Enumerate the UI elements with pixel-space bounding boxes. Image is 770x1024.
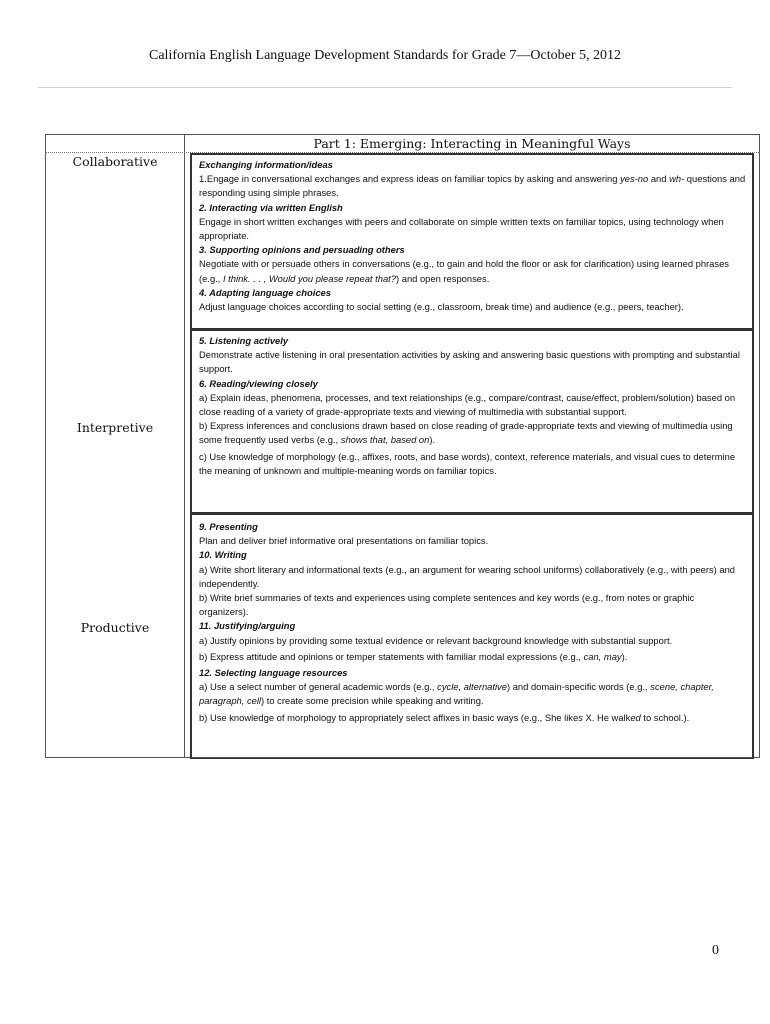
standard-heading: 11. Justifying/arguing — [199, 620, 296, 632]
text-run: X. He walk — [582, 711, 631, 723]
text-run: ) and domain-specific words (e.g., — [506, 681, 651, 693]
mode-label-collaborative: Collaborative — [72, 154, 158, 169]
standards-table — [45, 134, 760, 758]
collaborative-standards-box — [190, 153, 754, 329]
text-run-italic: I think. . . , Would you please repeat that? — [222, 272, 396, 284]
text-run: and — [648, 173, 670, 185]
mode-label-interpretive: Interpretive — [76, 420, 154, 435]
standard-heading: 12. Selecting language resources — [199, 667, 348, 679]
text-run-italic: wh- — [669, 173, 685, 185]
standard-text: b) Write brief summaries of texts and experiences using complete sentences and key words (e.g., from notes or graphic organizers). — [199, 592, 695, 618]
standard-text: c) Use knowledge of morphology (e.g., affixes, roots, and base words), context, reference materials, and visual cues to determine the meaning of unknown and multiple-meaning words on familiar topics. — [199, 450, 736, 476]
standard-text — [199, 711, 746, 725]
standard-heading: 9. Presenting — [199, 521, 258, 532]
text-run: ) to create some precision while speaking and writing. — [261, 695, 484, 707]
standard-text — [199, 680, 746, 708]
standard-heading: 4. Adapting language choices — [199, 286, 331, 298]
text-run-italic: ed — [630, 711, 641, 723]
text-run-italic: s — [578, 711, 583, 723]
text-run: questions and responding using simple phrases. — [199, 173, 746, 199]
standard-heading: Exchanging information/ideas — [199, 159, 333, 170]
part-title: Part 1: Emerging: Interacting in Meaningful Ways — [313, 136, 631, 151]
text-run-italic: yes-no — [620, 173, 649, 185]
standard-text: Adjust language choices according to social setting (e.g., classroom, break time) and audience (e.g., peers, teacher). — [199, 301, 684, 313]
productive-standards-box — [190, 513, 754, 759]
page-number: 0 — [712, 943, 719, 958]
text-run: to school.). — [640, 711, 690, 723]
text-run: 1.Engage in conversational exchanges and express ideas on familiar topics by asking and answering — [199, 173, 621, 185]
text-run-italic: shows that, based on — [340, 434, 430, 446]
standard-text: Plan and deliver brief informative oral presentations on familiar topics. — [199, 535, 489, 547]
page-header: California English Language Development Standards for Grade 7—October 5, 2012 — [149, 48, 621, 63]
standard-text — [199, 257, 746, 285]
standard-text — [199, 650, 746, 664]
text-run-italic: scene, chapter, paragraph, cell — [199, 681, 714, 707]
standard-heading: 2. Interacting via written English — [199, 201, 343, 213]
text-run: a) Use a select number of general academic words (e.g., — [199, 681, 438, 693]
text-run: b) Use knowledge of morphology to appropriately select affixes in basic ways (e.g., She like — [199, 711, 579, 723]
mode-label-productive: Productive — [80, 620, 150, 635]
standard-heading: 6. Reading/viewing closely — [199, 377, 318, 389]
standard-text — [199, 172, 746, 200]
standard-text: a) Write short literary and informational texts (e.g., an argument for wearing school uniforms) collaboratively (e.g., with peers) and independently. — [199, 563, 735, 589]
column-divider — [184, 135, 185, 757]
interpretive-standards-box — [190, 329, 754, 513]
text-run: b) Express inferences and conclusions drawn based on close reading of grade-appropriate texts and viewing of multimedia using some frequently used verbs (e.g., — [199, 420, 733, 446]
text-run: ). — [429, 434, 436, 446]
text-run: ). — [621, 650, 628, 662]
standard-heading: 10. Writing — [199, 549, 247, 561]
standard-text: Demonstrate active listening in oral presentation activities by asking and answering basic questions with prompting and substantial support. — [199, 349, 740, 375]
text-run-italic: can, may — [583, 650, 622, 662]
text-run: ) and open responses. — [396, 272, 490, 284]
text-run-italic: cycle, alternative — [437, 681, 507, 693]
text-run: Negotiate with or persuade others in conversations (e.g., to gain and hold the floor or ask for clarification) using learned phrases (e.g., — [199, 258, 729, 284]
standard-heading: 3. Supporting opinions and persuading others — [199, 244, 405, 256]
standard-text: a) Justify opinions by providing some textual evidence or relevant background knowledge with substantial support. — [199, 634, 673, 646]
standard-text — [199, 419, 746, 447]
text-run: b) Express attitude and opinions or temper statements with familiar modal expressions (e.g., — [199, 650, 584, 662]
standard-heading: 5. Listening actively — [199, 335, 289, 346]
standard-text: a) Explain ideas, phenomena, processes, and text relationships (e.g., compare/contrast, cause/effect, problem/solution) based on close reading of a variety of grade-appropriate texts and viewing of multimedia with substantial support. — [199, 391, 736, 418]
standard-text: Engage in short written exchanges with peers and collaborate on simple written texts on familiar topics, using technology when appropriate. — [199, 215, 724, 242]
header-rule — [38, 87, 732, 88]
